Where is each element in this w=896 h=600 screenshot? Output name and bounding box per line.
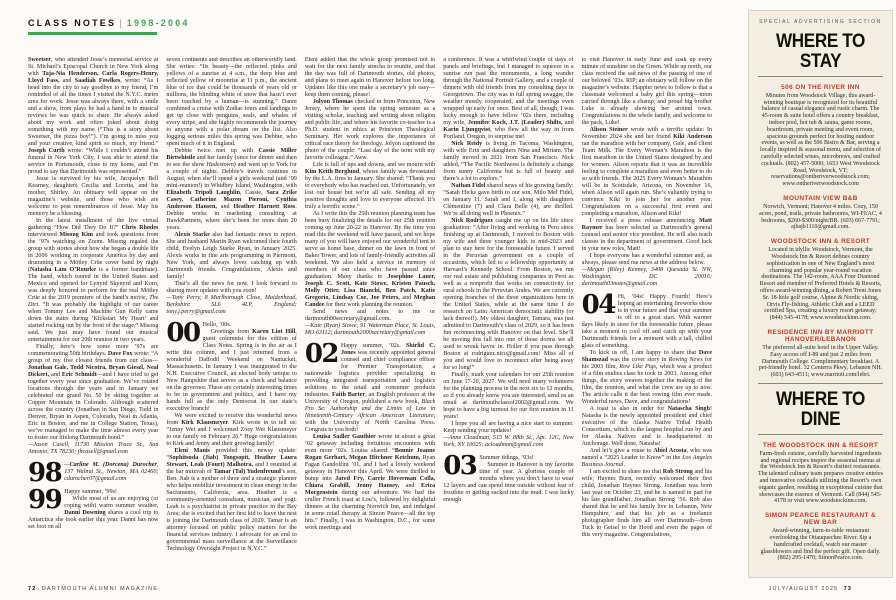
note-paragraph: Louisa Sadler Gauthier wrote in about a great ’02 getaway including fortuitous encounters with even more ’02s. Louisa shared: “Bonnie Joanne Rogan Gerhart, Megan Hitchner Ketchum, Ryan Fagan Gandolfini ’01, and I had a lovely weekend getaway in Hanover this April. We were thrilled to bump into Jared Fry, Carrie Hoverman Colla, Chiara Grabill, Jenny Hansey, and Erica Morgenstein during our adventure. We had the cruller French toast at Lou’s, followed by delightful dinners at the charming Norwich Inn, and indulged in some retail therapy at Simon Pearce—all the top hits.” Finally, I was in Washington, D.C., for some work meetings and: [304, 434, 436, 531]
secretary-signature: —Jason Casell, 11730 Mission Trace St., San Antonio, TX 78230; jhcasell@gmail.com: [28, 442, 159, 455]
note-paragraph: Hello, ’00s.: [202, 322, 232, 328]
secretary-signature: —Tony Perry, 8 Marlborough Close, Maidenhead, Berkshire SL6 4LP, England; tony.j.perry@gmail.com: [166, 295, 297, 315]
magazine-name: DARTMOUTH ALUMNI MAGAZINE: [41, 586, 159, 592]
dropcap-class-04: 04: [581, 290, 615, 320]
class-section-03: [443, 451, 574, 504]
note-paragraph: Eleni added that the whole group promised not to wait for the next family simcha to reunite, and that the day was full of Dartmouth stories, old photos, and plans to meet again in Hanover before too long. Updates like this one make a secretary’s job easy—keep them coming, please!: [304, 57, 436, 98]
notes-column-1: [28, 57, 158, 578]
note-paragraph: Nathan Fidel shared news of his growing family: “Sarah Hicks gave birth to our son, Milo Mel Fidel, on January 11. Sarah and I, along with daughters Clémentine (7) and Clara Belle (4), are thrilled. We’re all doing well in Phoenix.”: [443, 183, 574, 217]
note-paragraph: Debbie twice met up with Cassie Miller Birtwhistle and her family (once for dinner and then to see the show Hadestown) and went up to York for a couple of nights. Debbie’s travels continue in August, when she’ll spend a girls weekend (and ’99 mini-reunion!) in Whidbey Island, Washington, with Elizabeth Tripoli Laughlin, Cassie, Sara Zrike Casey, Catherine Mazon Pieroni, Cynthia Anderson Hansen, and Heather Harnett Ross. Debbie works in marketing consulting at HawkPartners, where she’s been for more than 20 years.: [166, 148, 297, 231]
note-paragraph: That’s all the news for now. I look forward to sharing more updates with you soon!: [166, 281, 297, 294]
note-paragraph: Sweetser, who attended Jesse’s memorial service at St. Michael’s Episcopal Church in New York along with Taja-Nia Henderson, Carla Rogers-Henry, Lloyd Fass, and Saadiah Fowlkes, wrote: “As I head into the city to say goodbye to my friend, I’m reminded of all the times I visited the N.Y.C. metro area for work. Jesse was always there, with a smile and a show, from plays he had a hand in to musical reviews he was quick to share. He always asked about my work and often joked about doing something with my name (“This is a story about Sweetser, the pizza boy!”). I’m going to miss you and your creative, kind spirit so much, my friend.” Joseph Curth wrote: “While I couldn’t attend his funeral in New York City, I was able to attend the service in Portsmouth, close to my home, and I’m proud to say that Dartmouth was represented.”: [28, 57, 159, 175]
notes-column-5: [582, 57, 712, 578]
advertiser-name: RESIDENCE INN BY MARRIOTT HANOVER/LEBANON: [767, 328, 874, 343]
masthead-separator: |: [119, 18, 124, 28]
notes-column-3: [305, 57, 435, 578]
note-paragraph: I am excited to share too that Rob Strong and his wife, Haynes Burn, recently welcomed their first child, Jonathan Haynes Strong. Jonathan was born last year on October 23, and he is named in part for his late grandfather, Jonathan Strong ’56. Rob also shared that he and his family live in Lebanon, New Hampshire, and that his job as a freelance photographer finds him all over Dartmouth—from Tuck to Geisel to the Hood and even the pages of this very magazine. Congratulations,: [581, 469, 713, 538]
page-number-left: 72: [28, 586, 37, 592]
advertiser-name: 506 ON THE RIVER INN: [781, 83, 860, 91]
note-paragraph: Nick Rodriguez caught me up on his life since graduation: “After living and working in Peru since finishing up at Dartmouth, I moved to Boston with my wife and three younger kids in mid-2023 and plan to stay here for the foreseeable future. I served in the Peruvian government on a couple of occasions, which led to a fellowship opportunity at Harvard’s Kennedy School. From Boston, we run our real estate and publishing companies in Peru as well as a nonprofit that works on connectivity for rural schools in the Peruvian Andes. We are currently opening branches of the three organizations here in the United States, while at the same time I do research on Latin American democratic stability (or lack thereof!). My oldest daughter, Tamara, was just admitted to Dartmouth’s class of 2029, so it has been fun reconnecting with Hanover on that level. She’ll be moving this fall into one of those dorms we all used to wreak havoc in. Holler if you pass through Boston at rodriguez.nico@gmail.com! Miss all of you and would love to reconnect after being away for so long!”: [443, 218, 574, 371]
note-paragraph: I received a press release announcing Matt Raymer has been selected as Dartmouth’s general counsel and senior vice president. He will also teach classes in the department of government. Good luck in your new roles, Matt!: [581, 218, 713, 252]
secretary-signature: —Kate (Ryan) Stowe, 91 Waterman Place, St. Louis, MO 63112; dartmouth2000secretary@gmail.com: [304, 323, 436, 336]
note-paragraph: Finally, here’s how some more ’97s are commemorating 50th birthdays. Dave Fox wrote: “A group of my five closest friends from our class—Jonathan Gale, Todd Nicotra, Bryan Gieszl, Neal Dickert, and Eric Schmidt—and I have tried to get together every year since graduation. We’ve rotated locations through the years and in January we celebrated our grand No. 50 by skiing together at Copper Mountain in Colorado. Although scattered across the country (Jonathan in San Diego, Todd in Denver, Bryan in Aspen, Colorado, Neal in Atlanta, Eric in Boston, and me in College Station, Texas), we’ve managed to make the time almost every year to foster our lifelong Dartmouth bond.”: [28, 344, 159, 441]
sidebar-divider: [758, 434, 883, 435]
note-paragraph: Nick Reidy is living in Tacoma, Washington, with wife Erin and daughters Nina and Miriam. The family moved in 2021 from San Francisco. Nick added, “The Pacific Northwest is definitely a change from sunny California but is full of beauty and there’s a lot to explore.”: [443, 141, 574, 182]
dropcap-class-00: 00: [166, 318, 200, 348]
class-section-00: [166, 318, 297, 553]
secretary-signature: —Megan (Riley) Kenney, 3408 Quesada St. NW, Washington, DC 20016; dartmouth03notes@gmail.com: [581, 267, 713, 287]
sidebar-divider: [758, 76, 883, 77]
class-section-99: [28, 485, 159, 531]
class-section: [582, 57, 712, 288]
section-masthead: [28, 18, 190, 35]
class-section-02: [304, 339, 436, 532]
footer-left: [28, 586, 158, 592]
sidebar-heading-where-to-dine: WHERE TO DINE: [776, 388, 865, 430]
note-paragraph: Life is full of ups and downs, and we mourn with Kim Keith Berglund, whose family was devastated by the L.A. fires in January. She shared: “Thank you to everybody who has reached out. Unfortunately, we lost our house but we’re all safe. Sending all my positive thoughts and love to everyone affected. It’s truly a horrific scene.”: [304, 162, 436, 210]
advertiser-description: Farm-fresh cuisine, carefully harvested ingredients and regional recipes inspire the seasonal menus at the Woodstock Inn & Resort’s distinct restaurants. The talented culinary team prepares creative entrées and innovative cocktails utilizing the Resort’s own organic garden, resulting in exceptional cuisine that showcases the essence of Vermont. Call (844) 545-4178 or visit www.woodstockinn.com.: [758, 450, 883, 505]
class-section-04: [581, 290, 713, 539]
notes-column-2: [166, 57, 296, 578]
notes-column-4: [443, 57, 573, 578]
note-paragraph: Happy summer, ’02s. Shirlid C. Jones was recently appointed general counsel and chief compliance officer for Premier Transportation, a nationwide logistics provider specializing in providing integrated transportation and logistics solutions to the retail and consumer products industries. Faith Barter, an English professor at the University of Oregon, published a new book, Black Pro Se: Authorship and the Limits of Law in Nineteenth-Century African American Literature, with the University of North Carolina Press. Congrats to you both!: [304, 343, 436, 433]
dropcap-class-03: 03: [443, 451, 477, 481]
dropcap-class-98: 98: [28, 458, 62, 488]
class-section: [305, 57, 435, 337]
footer-right: [769, 586, 852, 592]
note-paragraph: Finally, mark your calendars for our 25th reunion on June 17-20, 2027. We will need many volunteers for the planning process in the next six to 12 months, so if you already know you are interested, send us an email at dartmouthclassof2002@gmail.com. We hope to have a big turnout for our first reunion in 11 years!: [443, 372, 574, 420]
dropcap-class-02: 02: [304, 339, 338, 369]
note-paragraph: Hi, ’04s! Happy Fourth! Here’s hoping an entertaining fireworks show is in your future and that your summer is off to a great start. With warmer days likely in store for the foreseeable future, please take a moment to cool off and catch up with your Dartmouth friends for a moment with a tall, chilled glass of something.: [581, 294, 713, 349]
issue-date: JULY/AUGUST 2025: [768, 586, 839, 592]
note-paragraph: As I write this the 25th reunion planning team has been busy finalizing the details for our 25th reunion coming up June 20-22 in Hanover. By the time you read this the weekend will have passed, and we hope many of you will have enjoyed our wonderful tent to serve as home base, dinner on the lawn in front of Baker Tower, and lots of family-friendly activities all weekend. We also held a service in memory of members of our class who have passed since graduation. Many thanks to Josephine Lauer, Joseph C. Scott, Kate Stowe, Kristen Pausch, Molly Otter, Lisa Bianchi, Ben Patch, Katie Gregorio, Lindsay Coe, Joe Peters, and Meghan Candee for their work planning the reunion.: [304, 211, 436, 308]
special-advertising-label: SPECIAL ADVERTISING SECTION: [759, 19, 882, 25]
note-paragraph: To kick us off, I am happy to share that Dave Shamszad was the cover story in Rowing News for his 2003 film, Row Like Pigs, which was a product of a film studies class he took in 2003. Among other things, the story weaves together the making of the film, the reunion, and what the crew are up to now. The article calls it the best rowing film ever made. Wonderful news, Dave, and congratulations!: [581, 350, 713, 405]
class-years-range: 1998-2004: [126, 18, 190, 28]
note-paragraph: In the latest installment of the live virtual gathering “How Did They Do It?” Chris Rhodes interviewed Misong Kim and took questions from the ’97s watching on Zoom. Misong regaled the group with stories about how she began a double life in 2006 working in corporate America by day and drumming in a Mötley Crüe cover band by night (Natasha Lam O’Rourke is a former bandmate). The band, which toured in the United States and Mexico and opened for Lynyrd Skynyrd and Korn, was deeply honored to perform for the real Mötley Crüe at the 2019 premiere of the band’s movie, The Dirt. “It was probably the highlight of our career when Tommy Lee and Machine Gun Kelly came down the stairs during ‘Kickstart My Heart’ and started rocking out by the front of the stage,” Misong said. We just may have found our musical entertainment for our 20th reunion in two years.: [28, 218, 159, 343]
note-paragraph: Alexis Starke also had fantastic news to report. She and husband Martin Ryan welcomed their fourth child, Evelyn Leigh Starke Ryan, in January 2025. Alexis works in fine arts programming in Piermont, New York, and always loves catching up with Dartmouth friends. Congratulations, Alexis and family!: [166, 232, 297, 280]
class-notes-columns: [28, 57, 712, 578]
note-paragraph: A toast is also in order for Natascha Singh! Natasha is the newly appointed president and chief executive of the Alaska Native Tribal Health Consortium, which is the largest hospital run by and for Alaska Natives and is headquartered in Anchorage. Well done, Natasha!: [581, 406, 713, 447]
note-paragraph: Alison Steiner wrote with a terrific update: In November 2024 she and her friend Kiki Anderson ran the marathon with her company, Gale, and client Team Milk. The Every Woman’s Marathon is the first marathon in the United States designed by and for women. Alison reports that it was an incredible feeling to complete a marathon and even better to do so with friends. The 2025 Every Woman’s Marathon will be in Scottsdale, Arizona, on November 16, when Alison will again run. She’s valiantly trying to convince Kiki to join her for another year. Congratulations on a successful first event and completing a marathon, Alison and Kiki!: [581, 127, 713, 217]
class-section: [166, 57, 296, 316]
note-paragraph: Jesse is survived by his wife, Jacquelyn Bell Kearney, daughters Cecilia and Loretta, and his mother, Shirley. An obituary will appear on the magazine’s website, and those who wish are welcome to post remembrances of Jesse. May his memory be a blessing.: [28, 176, 159, 217]
advertiser-description: The preferred all-suite hotel in the Upper Valley. Easy access off I-89 and just 2 miles from Dartmouth College. Complimentary breakfast. A pet-friendly hotel. 32 Centerra Pkwy, Lebanon NH. (603) 643-4511; www.marriott.com/lebri.: [758, 344, 883, 379]
note-paragraph: Send news and notes to me or dartmouth00secretary@gmail.com.: [304, 309, 436, 322]
note-paragraph: to visit Hanover in early June and soak up every minute of sunshine on the Green. While up north, our class received the sad news of the passing of one of our beloved ’03s. RIP; an obituary will follow on the magazine’s website. Happier news to follow is that a classmate welcomed a baby girl this spring—mom carried through like a champ, and proud big brother Luke is already showing her around town. Congratulations to the whole family, and welcome to the pack, Luke!: [581, 57, 713, 126]
advertiser-name: MOUNTAIN VIEW B&B: [783, 194, 858, 202]
secretary-signature: —Carline M. (Dorcena) Durocher, 137 Walnut St., Newton, MA 02460; cdurocher07@gmail.com: [64, 462, 159, 482]
class-section: [443, 57, 573, 449]
note-paragraph: I hope you all are having a nice start to summer. Keep sending your updates!: [443, 421, 574, 434]
note-paragraph: Greetings from Karen Liot Hill, guest columnist for this edition of Class Notes. Spring is in the air as I write this column, and I just returned from a wonderful Daffodil Weekend on Nantucket, Massachusetts. In January I was inaugurated to the N.H. Executive Council, an elected body unique to New Hampshire that serves as a check and balance on the governor. These are certainly interesting times to be in government and politics, and I have my hands full as the only Democrat in our state’s executive branch!: [166, 329, 297, 412]
note-paragraph: Jolyon Thomas checked in from Princeton, New Jersey, where he spent the spring semester as a visiting scholar, teaching and writing about religion and public life, and where his favorite co-teacher is a Ph.D. student in ethics at Princeton Theological Seminary. Her work explores the importance of critical race theory for theology. Jolyon captioned the photo of the couple: “Last day of the term with my favorite colleague.” Aww.: [304, 99, 436, 161]
note-paragraph: Summer tidings, ’03s!: [479, 455, 534, 461]
section-title: CLASS NOTES: [28, 18, 117, 28]
sidebar-heading-where-to-stay: WHERE TO STAY: [776, 30, 865, 72]
sidebar-sections: [758, 32, 883, 562]
dropcap-class-99: 99: [28, 485, 62, 515]
note-paragraph: Happy summer, ’99s!: [64, 489, 117, 495]
note-paragraph: While most of us are enjoying (or coping with) warm summer weather, Danni Downing shares a cool trip to Antarctica she took earlier this year. Danni has now set foot on all: [28, 496, 159, 530]
class-section-98: [28, 458, 159, 488]
note-paragraph: I hope everyone has a wonderful summer and, as always, please send me news at the address below.: [581, 253, 713, 266]
advertiser-description: Award-winning, farm-to-table restaurant overlooking the Ottauquechee River. Sip a handcrafted cocktail, watch our master glassblowers and find the perfect gift. Open daily. (802) 295-1470; SimonPearce.com.: [760, 528, 881, 562]
advertiser-description: Norwich, Vermont; Hanover 4 miles. Cozy, 150 acres, pond, trails, private bathrooms, WI-FI/AC, 4 bedrooms, $260-$300/night/BR. (603) 667-7791; ajbajb1110@gmail.com.: [759, 203, 882, 231]
advertiser-name: THE WOODSTOCK INN & RESORT: [762, 441, 879, 449]
secretary-signature: —Anne Cloudman, 515 W. 88th St., Apt. 12C, New York, NY 10025; acloudman@gmail.com: [443, 435, 574, 448]
note-paragraph: And let’s give a rouse to Abiel Acosta, who was named a “2025 Leader to Know” in the Los Angeles Business Journal.: [581, 448, 713, 468]
page-number-right: 73: [843, 586, 852, 592]
masthead-rule: [28, 32, 157, 35]
advertiser-description: Located in idyllic Woodstock, Vermont, the Woodstock Inn & Resort defines country sophistication in one of New England’s most charming and popular year-round vacation destinations. The 142-room, AAA Four Diamond Resort and member of Preferred Hotels & Resorts, offers award-winning dining, a Robert Trent Jones Sr. 18-hole golf course, Alpine & Nordic skiing, Orvis Fly-fishing, Athletic Club and a LEED certified Spa, creating a luxury resort getaway; (844) 545-4178; www.woodstockinn.com.: [759, 247, 882, 322]
note-paragraph: Eleni Manis provided this newsy update: “Sophitsuda (Jiab) Tongsopit, Heather Laura Stewart, Leah (Fourt) Malhotra, and I reunited at the bar mitzvah of Tamar (Tal) Yudenfreund’s son, Ben. Jiab is a mother of three and a strategic planner who helps mobilize investment in clean energy in the Sacramento, California, area. Heather is a community-oriented consultant, musician, and yogi. Leah is a psychiatrist in private practice in the Bay Area; she is excited that her first kid to leave the nest is joining the Dartmouth class of 2029. Tamar is an attorney focused on public policy matters for the financial services industry. I advocate for an end to governmental mass surveillance at the Surveillance Technology Oversight Project in N.Y.C.”: [166, 448, 297, 552]
note-paragraph: seven continents and describes an otherworldly land. She writes: “Its beauty—the reflected pinks and yellows of a sunrise at 4 a.m., the deep blue and reflected yellow of moonrise at 11 p.m., the ancient blue of ice that could be thousands of years old or millions, the blinding white of snow that hasn’t ever been touched by a human—is stunning.” Danni combined a cruise with Zodiac tours and landings to get up close with penguins, seals, and whales of every stripe, and she highly recommends the journey to anyone with a polar dream on the list. Also logging serious miles this spring was Debbie, who spent much of it in England.: [166, 57, 297, 147]
note-paragraph: We were excited to receive this wonderful news from Kirk Klausmeyer. Kirk wrote in to tell us: “Jenny Wei and I welcomed Zoey Wei Klausmeyer to our family on February 26.” Huge congratulations to Kirk and Jenny and their growing family!: [166, 413, 297, 447]
note-paragraph: Summer in Hanover is my favorite time of year. A glorious couple of months where you don’t have to wear 12 layers and can spend time outside without fear of frostbite or getting sucked into the mud. I was lucky enough: [443, 462, 574, 503]
advertising-sidebar: [748, 10, 893, 578]
note-paragraph: a conference. It was a whirlwind couple of days of panels and briefings, but I managed to squeeze in a sunrise run past the monuments, a long wander through the National Portrait Gallery, and a couple of dinners with old friends from my consulting days in Georgetown. The city was in full spring swagger, the weather mostly cooperated, and the meetings even wrapped up early for once. Best of all, though, I was lucky enough to have fellow ’02s there, including my wife, Jennifer Koch, J.T. (Leader) Shilts, and Karin Ljungqvist, who flew all the way in from Portland, Oregon, to surprise me!: [443, 57, 574, 140]
advertiser-description: Minutes from Woodstock Village, this award-winning boutique is recognized for its beautiful balance of casual elegance and rustic charm. The 45-room & suite hotel offers a country breakfast, indoor pool, hot tub & sauna, game rooms, boardroom, private meeting and event room, spacious grounds perfect for hosting outdoor events, as well as the 506 Bistro & Bar, serving a locally inspired & seasonal menu, and selection of carefully selected wines, microbrews, and crafted cocktails. (802) 457-5000; 1653 West Woodstock Road, Woodstock, VT; reservations@ontheriverwoodstock.com; www.ontheriverwoodstock.com: [760, 92, 881, 188]
class-section: [28, 57, 158, 456]
advertiser-name: WOODSTOCK INN & RESORT: [770, 238, 871, 246]
advertiser-name: SIMON PEARCE RESTAURANT & NEW BAR: [764, 512, 877, 527]
sidebar-divider: [758, 383, 883, 384]
